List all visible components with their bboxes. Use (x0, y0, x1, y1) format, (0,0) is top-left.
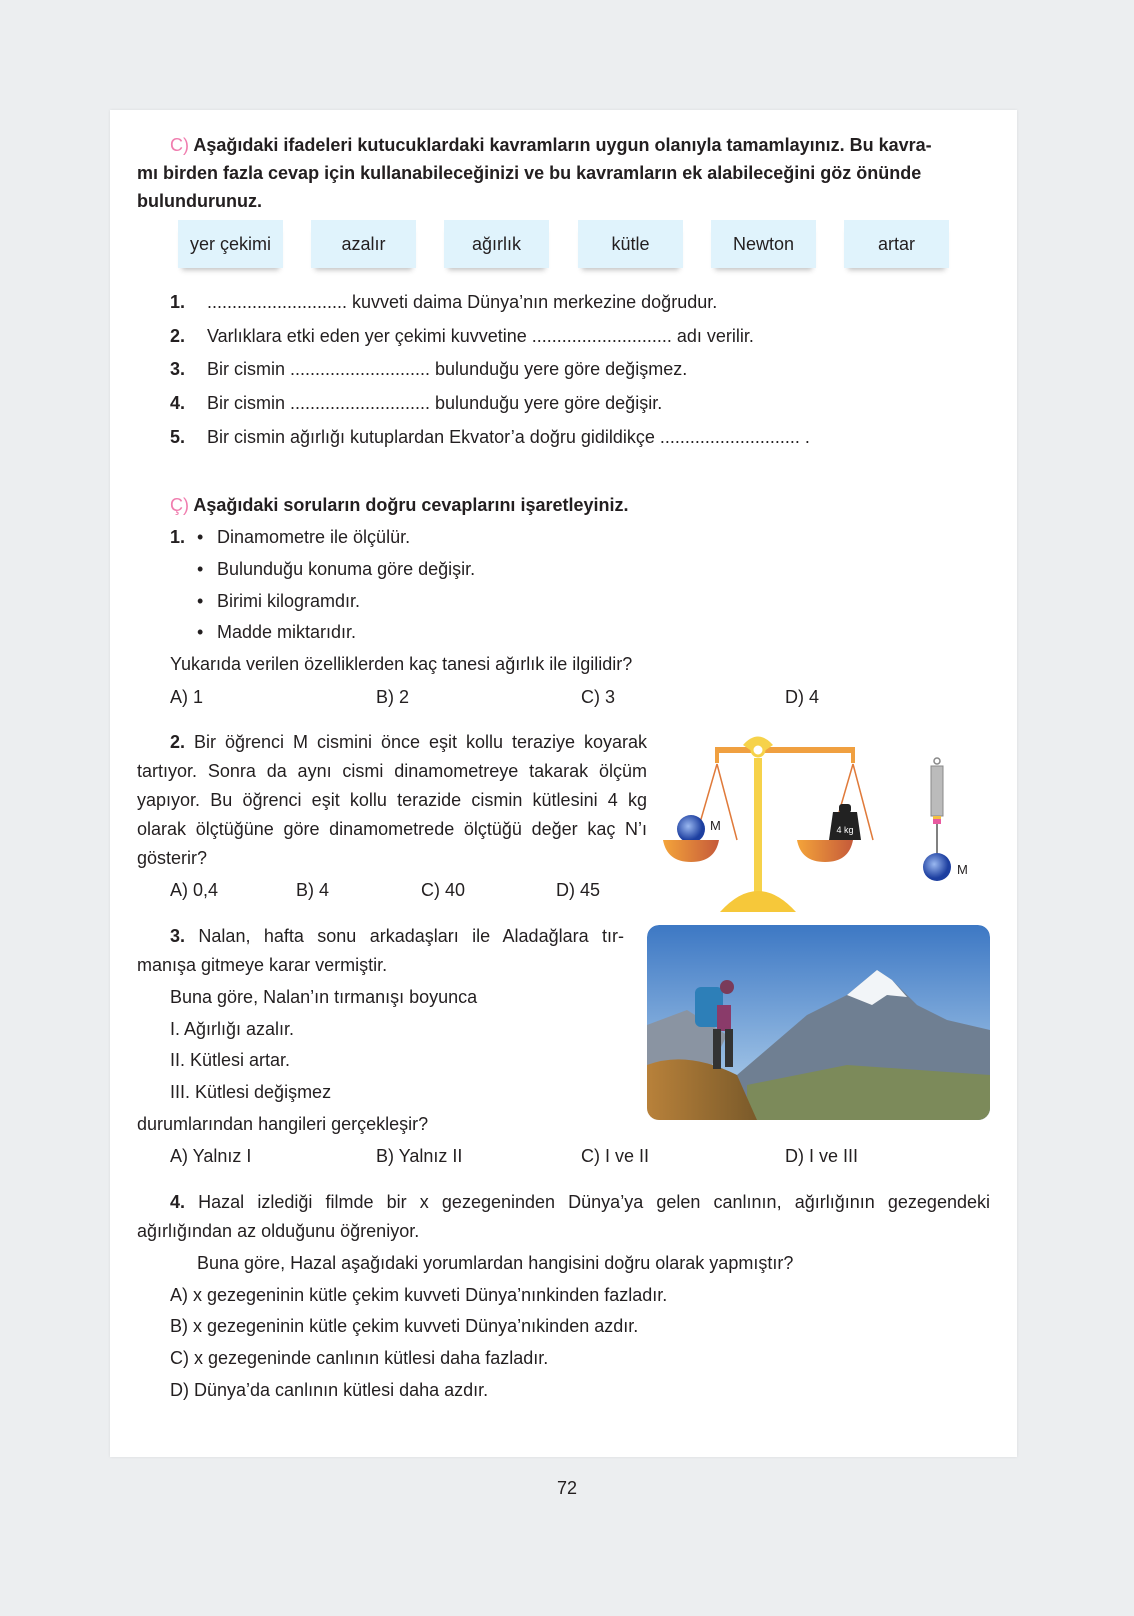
balance-scale-figure (655, 730, 995, 915)
balance-scale-icon (663, 737, 873, 913)
option-b[interactable]: B) Yalnız II (376, 1146, 463, 1166)
q2-line-5: gösterir? (137, 848, 208, 868)
item-number: 2. (170, 326, 186, 346)
instruction-text: Aşağıdaki soruların doğru cevaplarını işaretleyiniz. (193, 495, 629, 515)
word-box: yer çekimi (178, 220, 283, 268)
item-number: 3. (170, 359, 186, 379)
item-number: 1. (170, 292, 186, 312)
option-d[interactable]: D) 45 (556, 880, 601, 900)
q4-line-2: ağırlığından az olduğunu öğreniyor. (137, 1221, 420, 1241)
question-number: 2. (170, 732, 186, 752)
bullet-icon: • (197, 527, 204, 547)
option-d[interactable]: D) Dünya’da canlının kütlesi daha azdır. (170, 1380, 489, 1400)
mass-label: M (710, 818, 721, 833)
option-c[interactable]: C) 40 (421, 880, 466, 900)
option-d[interactable]: D) I ve III (785, 1146, 859, 1166)
bullet-text: Birimi kilogramdır. (217, 591, 361, 611)
page-number: 72 (556, 1478, 578, 1498)
bullet-icon: • (197, 622, 204, 642)
option-b[interactable]: B) 4 (296, 880, 330, 900)
fill-in-item: Varlıklara etki eden yer çekimi kuvvetine ............................ adı verilir. (207, 326, 754, 346)
bullet-icon: • (197, 591, 204, 611)
bullet-icon: • (197, 559, 204, 579)
q4-line-1 (170, 1191, 990, 1213)
item-number: 4. (170, 393, 186, 413)
question-number: 3. (170, 926, 186, 946)
question-text: durumlarından hangileri gerçekleşir? (137, 1114, 429, 1134)
spring-mass-label: M (957, 862, 968, 877)
q2-line-1 (170, 731, 647, 753)
fill-in-item: Bir cismin ............................ bulunduğu yere göre değişmez. (207, 359, 688, 379)
fill-in-item: Bir cismin ağırlığı kutuplardan Ekvator’a doğru gidildikçe ............................ . (207, 427, 810, 447)
option-a[interactable]: A) 0,4 (170, 880, 219, 900)
section-c-line-3: bulundurunuz. (137, 191, 262, 211)
option-c[interactable]: C) 3 (581, 687, 616, 707)
question-text: Buna göre, Hazal aşağıdaki yorumlardan hangisini doğru olarak yapmıştır? (197, 1253, 794, 1273)
question-text: Yukarıda verilen özelliklerden kaç tanesi ağırlık ile ilgilidir? (170, 654, 633, 674)
q3-line-1 (170, 925, 624, 947)
svg-text:4 kg: 4 kg (836, 825, 854, 835)
option-c[interactable]: C) x gezegeninde canlının kütlesi daha fazladır. (170, 1348, 549, 1368)
word-box: ağırlık (444, 220, 549, 268)
option-a[interactable]: A) 1 (170, 687, 204, 707)
q3-lead: Buna göre, Nalan’ın tırmanışı boyunca (170, 987, 478, 1007)
q2-line-2: tartıyor. Sonra da aynı cismi dinamometreye takarak ölçüm (137, 761, 647, 781)
section-c-line-1 (170, 134, 990, 156)
word-box: kütle (578, 220, 683, 268)
bullet-text: Madde miktarıdır. (217, 622, 357, 642)
mountain-hiker-photo (647, 925, 990, 1120)
option-d[interactable]: D) 4 (785, 687, 820, 707)
word-box: artar (844, 220, 949, 268)
statement: III. Kütlesi değişmez (170, 1082, 332, 1102)
question-number: 4. (170, 1192, 186, 1212)
word-box: Newton (711, 220, 816, 268)
q2-text: Bir öğrenci M cismini önce eşit kollu teraziye koyarak (194, 732, 647, 752)
item-number: 5. (170, 427, 186, 447)
option-a[interactable]: A) Yalnız I (170, 1146, 252, 1166)
fill-in-item: Bir cismin ............................ bulunduğu yere göre değişir. (207, 393, 663, 413)
section-cc-letter: Ç) (170, 495, 189, 515)
bullet-text: Dinamometre ile ölçülür. (217, 527, 411, 547)
section-c-line-2: mı birden fazla cevap için kullanabileceğinizi ve bu kavramların ek alabileceğini göz önünde (137, 163, 922, 183)
option-b[interactable]: B) 2 (376, 687, 410, 707)
q2-line-3: yapıyor. Bu öğrenci eşit kollu terazide cismin kütlesini 4 kg (137, 790, 647, 810)
statement: I. Ağırlığı azalır. (170, 1019, 295, 1039)
dynamometer-icon (923, 758, 951, 881)
q2-line-4: olarak ölçtüğüne göre dinamometrede ölçtüğü değer kaç N’ı (137, 819, 647, 839)
mass-ball-icon (677, 815, 705, 843)
option-b[interactable]: B) x gezegeninin kütle çekim kuvveti Dünya’nıkinden azdır. (170, 1316, 639, 1336)
q3-text: Nalan, hafta sonu arkadaşları ile Aladağlara tır- (198, 926, 624, 946)
question-number: 1. (170, 527, 186, 547)
instruction-text: Aşağıdaki ifadeleri kutucuklardaki kavramların uygun olanıyla tamamlayınız. Bu kavra- (193, 135, 932, 155)
q4-text: Hazal izlediği filmde bir x gezegeninden Dünya’ya gelen canlının, ağırlığının gezegendeki (198, 1192, 990, 1212)
q3-line-2: manışa gitmeye karar vermiştir. (137, 955, 388, 975)
section-cc-heading (170, 494, 629, 516)
bullet-text: Bulunduğu konuma göre değişir. (217, 559, 476, 579)
section-c-letter: C) (170, 135, 189, 155)
option-a[interactable]: A) x gezegeninin kütle çekim kuvveti Dünya’nınkinden fazladır. (170, 1285, 668, 1305)
option-c[interactable]: C) I ve II (581, 1146, 650, 1166)
statement: II. Kütlesi artar. (170, 1050, 291, 1070)
fill-in-item: ............................ kuvveti daima Dünya’nın merkezine doğrudur. (207, 292, 718, 312)
word-box: azalır (311, 220, 416, 268)
